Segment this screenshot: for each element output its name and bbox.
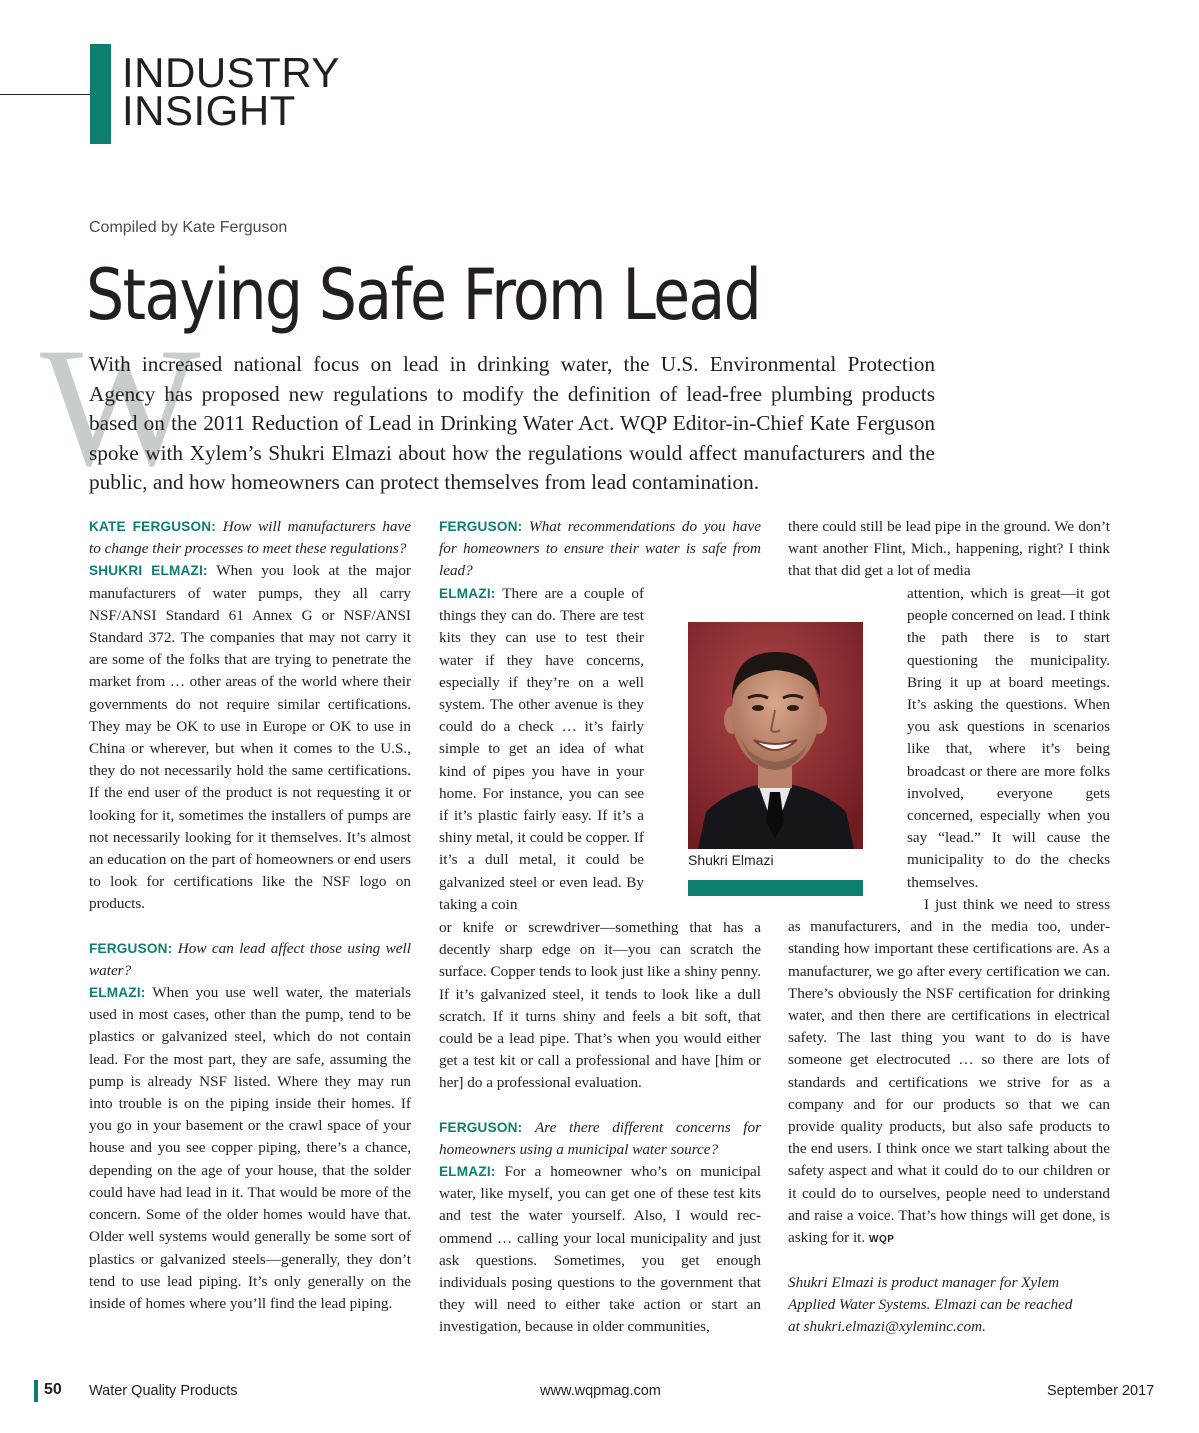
answer-1 (89, 560, 411, 915)
answer-3-part-1 (439, 583, 644, 916)
question-2 (89, 938, 411, 982)
question-text: Are there different concerns for homeowners using a municipal water source? (439, 1118, 762, 1158)
drop-cap: W (40, 313, 201, 501)
section-label (122, 49, 340, 134)
question-text: How will manufacturers have to change their processes to meet these regulations? (89, 518, 411, 558)
speaker-label: FERGUSON: (89, 940, 173, 956)
question-3 (439, 516, 761, 583)
speaker-label: FERGUSON: (439, 1119, 523, 1135)
speaker-label: ELMAZI: (439, 586, 496, 601)
answer-text: There are a couple of things they can do. There are test kits they can use to test their water if they have concerns, especially if they’re on a well system. The other avenue is they could do a check … it’s fairly simple to get an idea of what kind of pipes you have in your home. For instance, you can see if it’s plastic fairly easy. If it’s a shiny metal, it could be copper. If it’s a dull metal, it could be galvanized steel or even lead. By taking a coin (439, 585, 644, 913)
answer-3-part-2: or knife or screwdriver—something that has a decently sharp edge on it—you can scratch the surface. Copper tends to look just like a shiny penny. If it’s galvanized steel, it tends to look like a dull scratch. If it turns shiny and feels a bit soft, that could be a lead pipe. That’s when you would either get a test kit or call a professional and have [him or her] do a professional evaluation. (439, 919, 761, 1092)
column-2-narrow (439, 583, 644, 916)
question-text: How can lead affect those using well water? (89, 939, 411, 979)
magazine-name: Water Quality Products (89, 1383, 238, 1399)
magazine-url: www.wqpmag.com (540, 1383, 661, 1399)
bio-line: Applied Water Systems. Elmazi can be reached (788, 1296, 1073, 1314)
article-deck: With increased national focus on lead in drinking water, the U.S. Environmental Protection Agency has proposed new regulations to modify the definition of lead-free plumbing products based on the 2011 Reduction of Lead in Drinking Water Act. WQP Editor-in-Chief Kate Ferguson spoke with Xylem’s Shukri Elmazi about how the regulations would affect manufacturers and the public, and how homeowners can protect themselves from lead contamination. (89, 352, 935, 494)
column-2-bottom (439, 917, 761, 1339)
column-1 (89, 516, 411, 1315)
issue-date: September 2017 (1047, 1383, 1155, 1399)
speaker-label: ELMAZI: (439, 1164, 496, 1180)
end-mark: WQP (869, 1234, 895, 1246)
speaker-label: ELMAZI: (89, 985, 146, 1001)
column-3-top (788, 516, 1110, 583)
question-1 (89, 516, 411, 560)
answer-text: For a homeowner who’s on municipal water, like myself, you can get one of these test kits and test the water yourself. Also, I would recommend … calling your local municipality and just ask questions. Sometimes, you get enough individuals posing questions to the government that they will need to either take action or start an investigation, because in older communities, (439, 1163, 761, 1336)
column-2-top (439, 516, 761, 583)
question-text: What recommendations do you have for homeowners to ensure their water is safe from lead? (439, 518, 761, 580)
section-accent-bar (90, 44, 111, 144)
answer-2 (89, 982, 411, 1315)
byline: Compiled by Kate Ferguson (89, 219, 288, 236)
question-4 (439, 1117, 761, 1161)
speaker-label: SHUKRI ELMAZI: (89, 563, 208, 579)
footer-accent-bar (34, 1380, 38, 1402)
column-3-narrow (907, 583, 1110, 894)
page-number: 50 (44, 1381, 62, 1398)
portrait-illustration (688, 622, 863, 849)
answer-text: I just think we need to stress as manufacturers, and in the media too, understanding how important these certifications are. As a manufacturer, we go after every certification we can. There’s obviously the NSF certification for drinking water, and then there are certifications in electrical safety. The last thing you want to do is have someone get electrocuted … so there are lots of standards and certifications we strive for as a company and for our products so that we can provide quality products, but also safe products to the end users. I think once we start talking about the safety aspect and what it could do to our children or it could do to ourselves, people need to understand and raise a voice. That’s how things will get done, is asking for it. (788, 896, 1110, 1247)
article-title: Staying Safe From Lead (86, 254, 761, 336)
bio-line: at shukri.elmazi@xyleminc.com. (788, 1318, 986, 1336)
speaker-label: KATE FERGUSON: (89, 519, 217, 534)
bio-line: Shukri Elmazi is product manager for Xylem (788, 1274, 1060, 1291)
section-label-line1: INDUSTRY (122, 49, 340, 96)
section-label-line2: INSIGHT (122, 87, 296, 134)
column-3-bottom (788, 894, 1110, 1251)
header-rule (0, 94, 90, 95)
answer-4-continued-narrow: attention, which is great—it got people concerned on lead. I think the path there is to start questioning the municipality. Bring it up at board meetings. It’s asking the questions. When you ask questions in scenarios like that, where it’s being broadcast or there are more folks involved, everyone gets concerned, especially when you say “lead.” It will cause the municipality to do the checks themselves. (907, 585, 1110, 891)
author-bio (788, 1272, 1110, 1339)
answer-4-continued: there could still be lead pipe in the ground. We don’t want another Flint, Mich., happening, right? I think that that did get a lot of media (788, 518, 1110, 580)
answer-text: When you look at the major manufacturers of water pumps, they all carry NSF/ANSI Standard 61 Annex G or NSF/ANSI Standard 372. The companies that may not carry it are some of the folks that are trying to penetrate the market from … other areas of the world where their governments do not require similar certifications. They may be OK to use in Europe or OK to use in China or wherever, but when it comes to the U.S., they do not necessarily hold the same certifications. If the end user of the product is not requesting it or looking for it, sometimes the installers of pumps are not necessarily looking for it themselves. It’s almost an education on the part of homeowners or end users to look for certifications like the NSF logo on products. (89, 562, 411, 913)
answer-4 (439, 1161, 761, 1339)
speaker-label: FERGUSON: (439, 519, 523, 534)
answer-4-final (788, 894, 1110, 1251)
portrait-photo (688, 622, 863, 849)
answer-text: When you use well water, the materials used in most cases, other than the pump, tend to be plastics or galvanized steel, which do not contain lead. For the most part, they are safe, assuming the pump is already NSF listed. Where they may run into trouble is on the piping inside their homes. If you go in your basement or the crawl space of your house and you see copper piping, there’s a chance, depending on the age of your house, that the solder could have had lead in it. That would be more of the concern. Some of the older homes would have that. Older well systems would generally be some sort of plastics or galvanized steels—generally, they don’t tend to use lead piping. It’s only generally on the inside of homes where you’ll find the lead piping. (89, 984, 411, 1312)
photo-caption: Shukri Elmazi (688, 852, 774, 868)
